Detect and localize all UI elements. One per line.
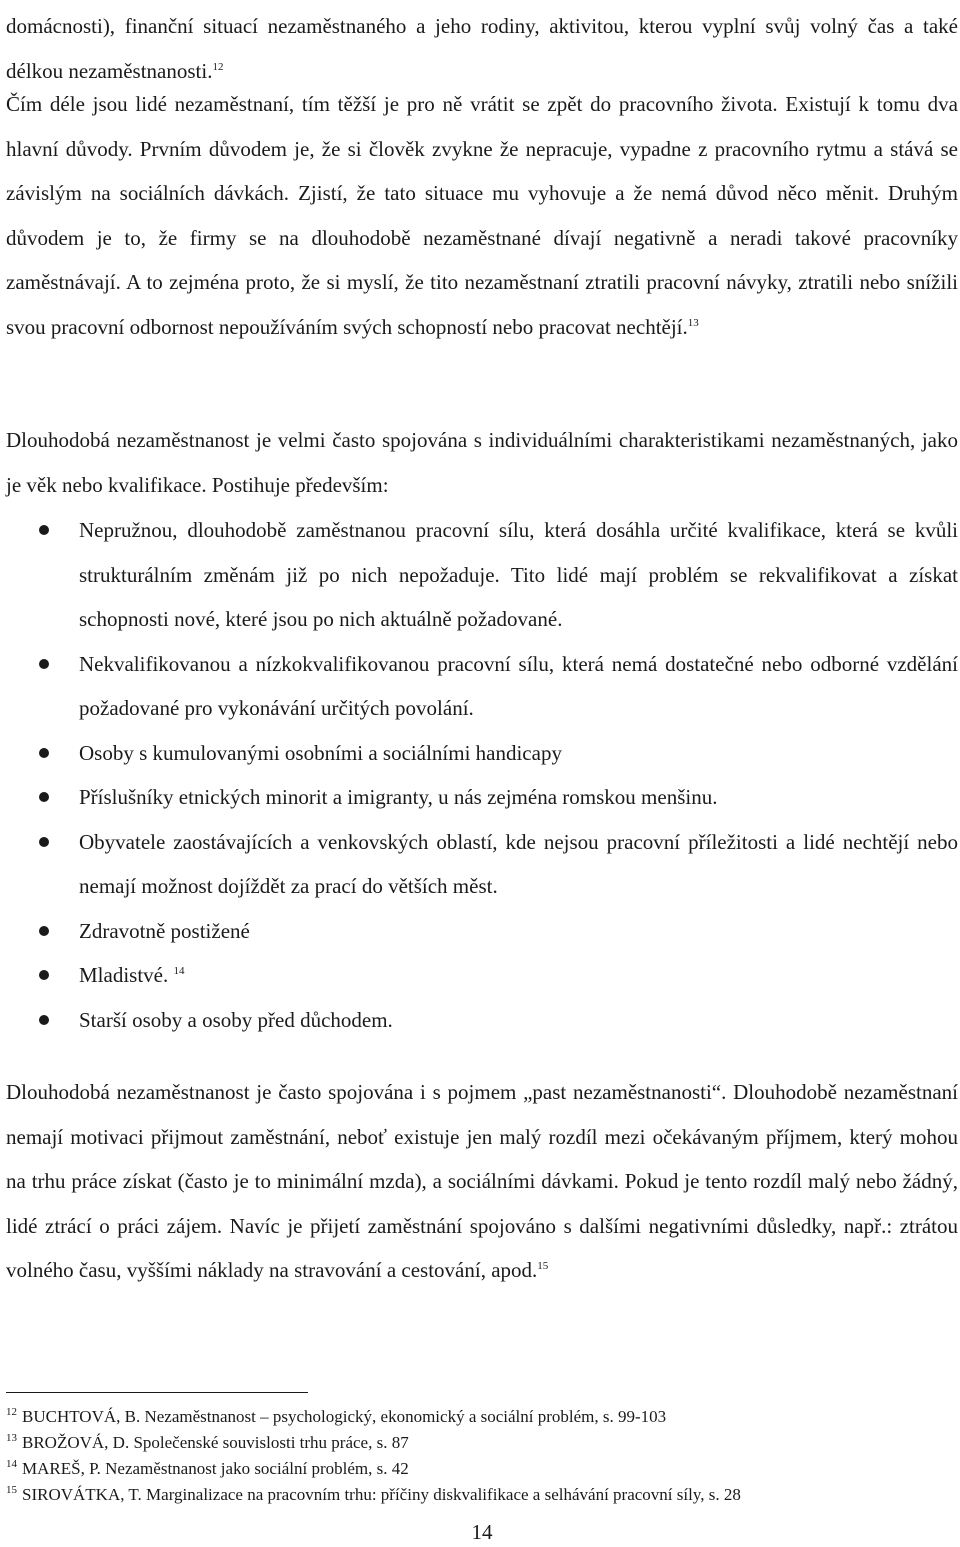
- list-item-text: Mladistvé.: [79, 963, 169, 987]
- affected-groups-list: [6, 508, 958, 1042]
- paragraph-reasons: [6, 82, 958, 349]
- page-number: 14: [471, 1520, 493, 1544]
- list-item-text: Zdravotně postižené: [79, 918, 250, 943]
- footnote-item: [6, 1404, 958, 1430]
- bullet-icon: [39, 970, 49, 980]
- paragraph-unemployment-trap: [6, 1070, 958, 1293]
- list-item: [6, 953, 958, 998]
- list-item-text: Nepružnou, dlouhodobě zaměstnanou pracovní sílu, která dosáhla určité kvalifikace, která se kvůli strukturálním změnám již po nich nepožaduje. Tito lidé mají problém se rekvalifikovat a získat schopnosti nové, které jsou po nich aktuálně požadované.: [79, 518, 958, 631]
- paragraph-intro: [6, 4, 958, 93]
- footnote-text: SIROVÁTKA, T. Marginalizace na pracovním trhu: příčiny diskvalifikace a selhávání pracovní síly, s. 28: [22, 1485, 741, 1504]
- footnote-ref-14[interactable]: 14: [173, 965, 185, 977]
- list-item: [6, 909, 958, 954]
- footnote-number: 12: [6, 1406, 17, 1419]
- footnote-text: MAREŠ, P. Nezaměstnanost jako sociální problém, s. 42: [22, 1459, 409, 1478]
- list-item: [6, 820, 958, 909]
- footnote-item: [6, 1430, 958, 1456]
- footnotes: [6, 1404, 958, 1508]
- list-item: [6, 775, 958, 820]
- footnote-item: [6, 1482, 958, 1508]
- bullet-icon: [39, 659, 49, 669]
- paragraph-unemployment-trap-text: Dlouhodobá nezaměstnanost je často spojována i s pojmem „past nezaměstnanosti“. Dlouhodobě nezaměstnaní nemají motivaci přijmout zaměstnání, neboť existuje jen malý rozdíl mezi očekávaným příjmem, který mohou na trhu práce získat (často je to minimální mzda), a sociálními dávkami. Pokud je tento rozdíl malý nebo žádný, lidé ztrácí o práci zájem. Navíc je přijetí zaměstnání spojováno s dalšími negativními důsledky, např.: ztrátou volného času, vyššími náklady na stravování a cestování, apod.: [6, 1080, 958, 1282]
- footnote-ref-13[interactable]: 13: [687, 316, 699, 329]
- bullet-icon: [39, 525, 49, 535]
- footnote-text: BUCHTOVÁ, B. Nezaměstnanost – psychologický, ekonomický a sociální problém, s. 99-103: [22, 1407, 667, 1426]
- bullet-icon: [39, 1015, 49, 1025]
- bullet-icon: [39, 792, 49, 802]
- footnote-item: [6, 1456, 958, 1482]
- list-item: [6, 508, 958, 642]
- bullet-icon: [39, 748, 49, 758]
- list-item-text: Osoby s kumulovanými osobními a sociálními handicapy: [79, 740, 562, 765]
- footnote-ref-12[interactable]: 12: [212, 60, 224, 73]
- paragraph-intro-text: domácnosti), finanční situací nezaměstnaného a jeho rodiny, aktivitou, kterou vyplní svůj volný čas a také délkou nezaměstnanosti.: [6, 14, 958, 83]
- bullet-icon: [39, 837, 49, 847]
- list-item-text: Příslušníky etnických minorit a imigranty, u nás zejména romskou menšinu.: [79, 785, 718, 809]
- list-item-text: Nekvalifikovanou a nízkokvalifikovanou pracovní sílu, která nemá dostatečné nebo odborné vzdělání požadované pro vykonávání určitých povolání.: [79, 651, 958, 720]
- bullet-icon: [39, 926, 49, 936]
- footnote-divider: [6, 1392, 308, 1393]
- paragraph-characteristics: [6, 418, 958, 507]
- footnote-number: 14: [6, 1458, 17, 1471]
- list-item: [6, 731, 958, 776]
- footnote-text: BROŽOVÁ, D. Společenské souvislosti trhu práce, s. 87: [22, 1433, 409, 1452]
- paragraph-reasons-text: Čím déle jsou lidé nezaměstnaní, tím těžší je pro ně vrátit se zpět do pracovního života. Existují k tomu dva hlavní důvody. Prvním důvodem je, že si člověk zvykne že nepracuje, vypadne z pracovního rytmu a stává se závislým na sociálních dávkách. Zjistí, že tato situace mu vyhovuje a že nemá důvod něco měnit. Druhým důvodem je to, že firmy se na dlouhodobě nezaměstnané dívají negativně a neradi takové pracovníky zaměstnávají. A to zejména proto, že si myslí, že tito nezaměstnaní ztratili pracovní návyky, ztratili nebo snížili svou pracovní odbornost nepoužíváním svých schopností nebo pracovat nechtějí.: [6, 92, 958, 339]
- footnote-ref-15[interactable]: 15: [537, 1260, 549, 1272]
- list-item: [6, 642, 958, 731]
- list-item-text: Obyvatele zaostávajících a venkovských oblastí, kde nejsou pracovní příležitosti a lidé nechtějí nebo nemají možnost dojíždět za prací do větších měst.: [79, 829, 958, 898]
- list-item: [6, 998, 958, 1043]
- list-item-text: Starší osoby a osoby před důchodem.: [79, 1007, 393, 1032]
- footnote-number: 13: [6, 1432, 17, 1445]
- paragraph-characteristics-text: Dlouhodobá nezaměstnanost je velmi často spojována s individuálními charakteristikami nezaměstnaných, jako je věk nebo kvalifikace. Postihuje především:: [6, 428, 958, 497]
- footnote-number: 15: [6, 1484, 17, 1497]
